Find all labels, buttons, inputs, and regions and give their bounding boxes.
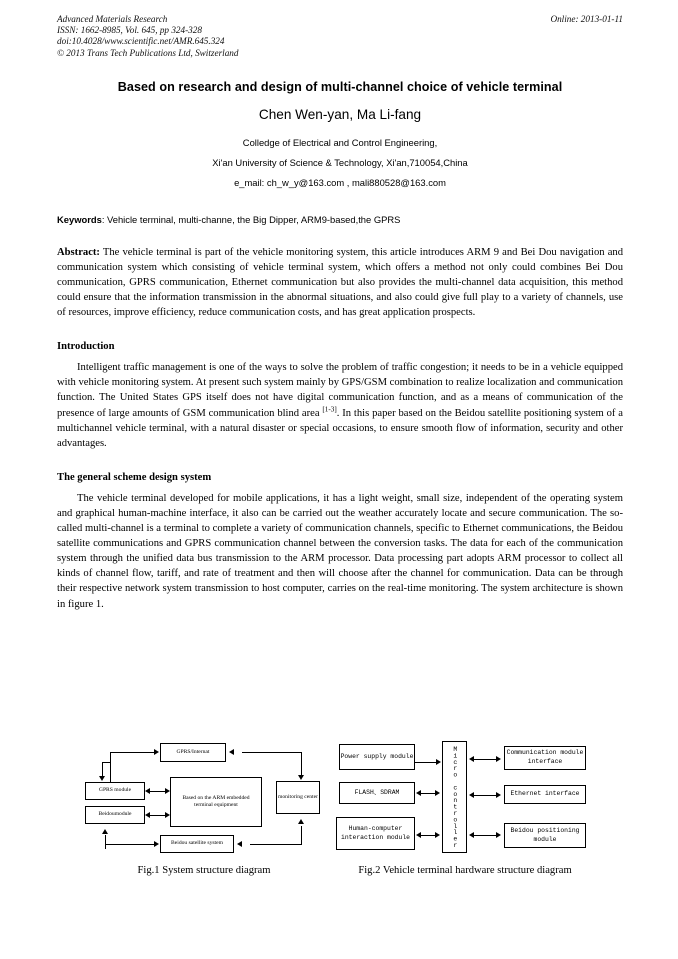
fig1-label-gprs-internet: GPRS/Internat [176, 748, 210, 755]
figure-2 [336, 740, 602, 860]
fig2-box-power-supply [339, 744, 415, 770]
fig2-box-human-computer [336, 817, 415, 850]
fig1-line-a2 [110, 752, 154, 753]
fig2-arrow-comm-right [496, 756, 501, 762]
fig2-line-2 [421, 793, 435, 794]
affiliation-email: e_mail: ch_w_y@163.com , mali880528@163.com [234, 176, 446, 188]
fig1-line-c2 [150, 815, 166, 816]
journal-header [57, 14, 623, 59]
journal-header-left [57, 14, 457, 59]
fig2-label-power-supply: Power supply module [340, 752, 414, 760]
fig1-box-monitoring-center [276, 781, 320, 814]
keywords-text: : Vehicle terminal, multi-channe, the Big Dipper, ARM9-based,the GPRS [101, 213, 401, 225]
affiliation-block [57, 133, 623, 193]
fig2-arrow-eth-left [469, 792, 474, 798]
fig2-label-ethernet-interface: Ethernet interface [510, 790, 580, 798]
journal-issn: ISSN: 1662-8985, Vol. 645, pp 324-328 [57, 25, 202, 36]
authors: Chen Wen-yan, Ma Li-fang [258, 106, 422, 122]
fig2-arrow-beidou-pos-right [496, 832, 501, 838]
fig2-line-5 [474, 795, 496, 796]
fig1-line-d2 [105, 844, 154, 845]
fig1-label-beidou-satellite: Beidou satellite system [171, 840, 223, 847]
fig2-box-micro-controller [442, 741, 467, 853]
fig2-label-beidou-positioning: Beidou positioning module [510, 826, 580, 843]
fig1-label-gprs-module: GPRS module [98, 787, 132, 794]
fig1-arrow-into-gprs-internet-right [229, 749, 234, 755]
fig1-line-a3 [102, 762, 103, 776]
fig1-arrow-beidou-left [145, 812, 150, 818]
fig1-box-gprs-module [85, 782, 145, 800]
fig1-line-d1 [105, 835, 106, 849]
fig2-arrow-hci-left [416, 832, 421, 838]
introduction-text-b: . In this paper based on the Beidou satellite positioning system of a multichannel vehicle terminal, with a natural disaster or special occasions, to ensure smooth flow of information, security and other advantages. [57, 407, 623, 449]
fig1-line-b1 [242, 752, 302, 753]
fig1-arrow-down-gprs-module [99, 776, 105, 781]
introduction-text-a: Intelligent traffic management is one of the ways to solve the problem of traffic congestion; it needs to be in a vehicle equipped with vehicle monitoring system. At present such system mainly by GPS/GSM combination to realize localization and communication function. The United States GPS itself does not have digital communication function, and as a means of communication of the presence of large amounts of GSM communication blind area [57, 362, 623, 419]
fig1-label-beidou-module: Beidoumodule [98, 811, 132, 818]
figures-area [0, 740, 678, 885]
section-heading-general-scheme: The general scheme design system [57, 471, 212, 483]
page-title: Based on research and design of multi-channel choice of vehicle terminal [117, 79, 563, 94]
fig2-box-beidou-positioning [504, 823, 586, 848]
abstract-text: The vehicle terminal is part of the vehicle monitoring system, this article introduces ARM 9 and Bei Dou navigation and communication system which consisting of vehicle terminal system, which offers a method not only could combines Bei Dou communication, GPRS communication, Ethernet communication but also provides the multi-channel data acquisition, this method could ensure that the information transmission in the abnormal situations, and also could give full play to a variety of channels, use of resources, improve efficiency, reduce communication costs, and has great application prospects. [57, 246, 623, 319]
fig2-arrow-flash-left [416, 790, 421, 796]
fig2-arrow-beidou-pos-left [469, 832, 474, 838]
fig1-label-arm-terminal: Based on the ARM embedded terminal equipment [182, 794, 250, 808]
fig2-label-human-computer: Human-computer interaction module [340, 824, 411, 841]
figure-1 [84, 740, 324, 860]
figure-2-caption: Fig.2 Vehicle terminal hardware structure diagram [358, 865, 572, 876]
fig1-arrow-into-beidou-satellite-right [237, 841, 242, 847]
fig1-arrow-up-beidou-module [102, 829, 108, 834]
fig1-arrow-down-monitoring [298, 775, 304, 780]
fig2-arrow-comm-left [469, 756, 474, 762]
journal-doi: doi:10.4028/www.scientific.net/AMR.645.324 [57, 36, 225, 47]
fig1-arrow-gprs-right [165, 788, 170, 794]
fig2-label-micro-controller: Micro controller [451, 745, 459, 849]
fig1-arrow-gprs-left [145, 788, 150, 794]
fig2-line-6 [474, 835, 496, 836]
fig2-box-flash-sdram [339, 782, 415, 804]
fig1-box-beidou-satellite [160, 835, 234, 853]
fig2-arrow-flash-right [435, 790, 440, 796]
fig1-line-a1 [110, 752, 111, 782]
abstract-block [57, 245, 623, 320]
fig1-line-e1 [250, 844, 302, 845]
fig1-box-beidou-module [85, 806, 145, 824]
fig2-box-communication-module [504, 746, 586, 770]
introduction-paragraph [57, 360, 623, 451]
figure-1-caption: Fig.1 System structure diagram [137, 865, 271, 876]
online-date: Online: 2013-01-11 [550, 14, 623, 24]
keywords-line [57, 213, 623, 226]
fig1-arrow-up-monitoring [298, 819, 304, 824]
fig2-arrow-eth-right [496, 792, 501, 798]
fig2-line-3 [421, 835, 435, 836]
fig1-box-arm-terminal [170, 777, 262, 827]
journal-name: Advanced Materials Research [57, 14, 168, 24]
fig1-arrow-into-beidou-satellite-left [154, 841, 159, 847]
fig2-arrow-power-to-mcu [436, 759, 441, 765]
fig1-line-b2 [301, 752, 302, 775]
section-heading-introduction: Introduction [57, 341, 115, 353]
general-scheme-paragraph: The vehicle terminal developed for mobile applications, it has a light weight, small size, independent of the operating system and graphical human-machine interface, it also can be carried out the weather accurately locate and secure communication. The so-called multi-channel is a terminal to complete a variety of communication channels, specific to Ethernet communications, the Beidou satellite communications and GPRS communication channel between the conversion tasks. The data for each of the communication system through the unified data bus transmission to the ARM processor. Data processing part adopts ARM processor to collect all kinds of channel flow, tariff, and rate of treatment and then will choose after the channel for communication. Data can be through their respective network system transmission to host computer, carries on the real-time monitoring. The system architecture is shown in figure 1. [57, 492, 623, 610]
paper-content [57, 14, 623, 612]
journal-copyright: © 2013 Trans Tech Publications Ltd, Switzerland [57, 47, 239, 58]
fig1-arrow-beidou-right [165, 812, 170, 818]
fig1-line-e2 [301, 826, 302, 845]
citation-ref: [1-3] [322, 405, 337, 414]
fig1-line-a4 [102, 762, 111, 763]
fig1-box-gprs-internet [160, 743, 226, 762]
affiliation-line-2: Xi'an University of Science & Technology, Xi'an,710054,China [212, 156, 468, 168]
fig2-box-ethernet-interface [504, 785, 586, 804]
fig2-line-4 [474, 759, 496, 760]
affiliation-line-1: Colledge of Electrical and Control Engineering, [242, 136, 438, 148]
keywords-label: Keywords [57, 213, 102, 225]
fig1-line-c1 [150, 791, 166, 792]
fig2-label-flash-sdram: FLASH、SDRAM [354, 788, 400, 796]
fig1-label-monitoring-center: monitoring center [278, 793, 318, 800]
fig2-label-communication-module: Communication module interface [506, 749, 584, 765]
fig2-arrow-hci-right [435, 832, 440, 838]
fig2-line-1 [415, 762, 437, 763]
fig1-arrow-to-gprs-internet [154, 749, 159, 755]
abstract-label: Abstract: [57, 246, 100, 258]
